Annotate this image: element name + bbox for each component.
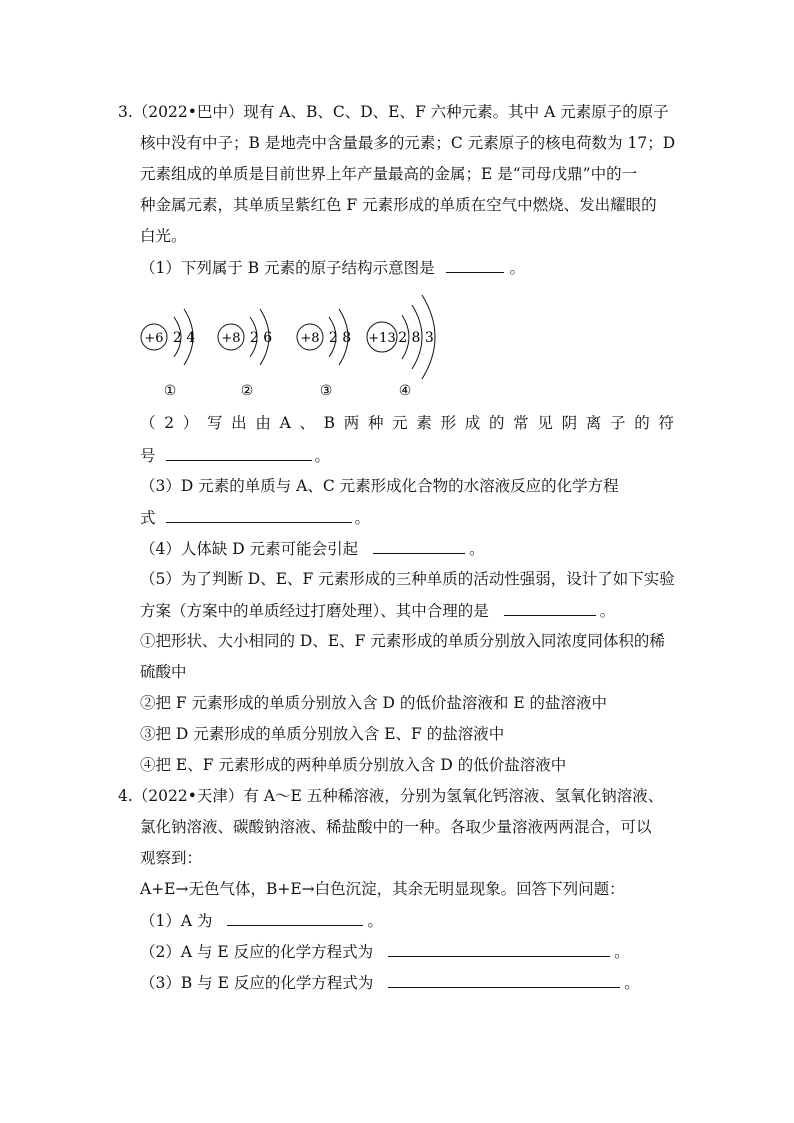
q3-part-3-line-1: （3）D 元素的单质与 A、C 元素形成化合物的水溶液反应的化学方程 [140, 477, 619, 495]
q3-part-5-end: 。 [599, 602, 616, 620]
diagram-label: ③ [319, 383, 333, 399]
diagram-3 [297, 309, 351, 399]
q3-part-5-line-2 [140, 599, 615, 622]
q4-part-3-blank[interactable] [388, 971, 620, 988]
q4-part-3-text: （3）B 与 E 反应的化学方程式为 [140, 974, 374, 992]
q4-part-3 [140, 971, 640, 994]
q3-part-2-char: 两 [343, 414, 360, 432]
q3-part-2-char: 素 [416, 414, 432, 432]
q4-part-2-end: 。 [614, 943, 630, 961]
diagram-1 [141, 309, 195, 399]
diagram-label: ② [240, 383, 254, 399]
q3-part-2-char: 由 [255, 414, 271, 432]
q4-line-3: 观察到： [140, 849, 203, 867]
q3-part-2-char: 出 [231, 414, 247, 432]
q3-part-2-char: 形 [440, 414, 457, 432]
electron-arrangement: 2 6 [249, 330, 273, 346]
q3-part-5-line-1: （5）为了判断 D、E、F 元素形成的三种单质的活动性强弱，设计了如下实验 [140, 570, 675, 588]
q3-part-2-end: 。 [314, 447, 330, 465]
q3-option-1-line-1: ①把形状、大小相同的 D、E、F 元素形成的单质分别放入同浓度同体积的稀 [140, 632, 665, 650]
q3-part-4-text: （4）人体缺 D 元素可能会引起 [140, 540, 359, 558]
q3-part-5-text: 方案（方案中的单质经过打磨处理）、其中合理的是 [140, 602, 489, 620]
q3-part-2-char: ） [182, 414, 199, 432]
electron-arrangement: 2 4 [172, 330, 196, 346]
q3-part-2-char: 阴 [561, 414, 578, 432]
nucleus-charge: +8 [221, 331, 241, 346]
q3-part-2-char: 的 [634, 414, 650, 432]
q3-part-2-char: 、 [299, 414, 315, 432]
q3-part-2-char: 元 [392, 414, 408, 432]
q3-part-3-text: 式 [140, 509, 156, 527]
q3-part-2-text: 号 [140, 447, 156, 465]
q3-line-5: 白光。 [140, 227, 187, 245]
atomic-structure-diagrams [0, 285, 794, 405]
q3-part-5-blank[interactable] [504, 599, 596, 616]
q3-line-1: 3.（2022•巴中）现有 A、B、C、D、E、F 六种元素。其中 A 元素原子的原子 [118, 103, 669, 121]
diagram-label: ④ [398, 383, 412, 399]
q3-part-2-char: （ [140, 414, 156, 432]
diagram-label: ① [163, 383, 177, 399]
q3-part-2-char: A [279, 414, 291, 432]
q3-part-2-char: 种 [367, 414, 384, 432]
q3-line-3: 元素组成的单质是目前世界上年产量最高的金属；E 是“司母戊鼎”中的一 [140, 165, 638, 183]
q3-part-2-char: 符 [658, 414, 674, 432]
q4-part-1-end: 。 [367, 912, 383, 930]
nucleus-charge: +8 [300, 331, 320, 346]
q3-part-2-line-2 [140, 444, 330, 467]
q3-part-1-end: 。 [509, 259, 526, 277]
q4-part-2-blank[interactable] [388, 940, 610, 957]
diagram-4 [367, 295, 435, 399]
q3-part-4-end: 。 [469, 540, 485, 558]
diagram-2 [218, 309, 272, 399]
q4-part-1-text: （1）A 为 [140, 912, 213, 930]
q3-part-2-char: B [323, 414, 336, 432]
q3-line-2: 核中没有中子；B 是地壳中含量最多的元素；C 元素原子的核电荷数为 17；D [140, 134, 676, 152]
q3-part-2-char: 常 [513, 414, 529, 432]
q4-line-4: A+E→无色气体，B+E→白色沉淀，其余无明显现象。回答下列问题： [140, 880, 625, 898]
q3-option-1-line-2: 硫酸中 [140, 663, 187, 681]
q3-option-2: ②把 F 元素形成的单质分别放入含 D 的低价盐溶液和 E 的盐溶液中 [140, 694, 608, 712]
q3-option-3: ③把 D 元素形成的单质分别放入含 E、F 的盐溶液中 [140, 725, 505, 743]
q4-line-2: 氯化钠溶液、碳酸钠溶液、稀盐酸中的一种。各取少量溶液两两混合，可以 [140, 818, 652, 836]
q4-part-3-end: 。 [624, 974, 640, 992]
nucleus-charge: +13 [368, 331, 396, 346]
q4-part-2-text: （2）A 与 E 反应的化学方程式为 [140, 943, 374, 961]
q3-part-4 [140, 537, 485, 560]
q3-part-2-char: 写 [206, 414, 223, 432]
q3-part-2-blank[interactable] [166, 444, 312, 461]
nucleus-charge: +6 [144, 331, 164, 346]
q3-part-2-char: 见 [537, 414, 553, 432]
q3-part-4-blank[interactable] [373, 537, 465, 554]
electron-arrangement: 2 8 [328, 330, 352, 346]
q3-part-2-char: 成 [464, 414, 481, 432]
q3-part-3-blank[interactable] [166, 506, 352, 523]
q3-part-2-char: 离 [585, 414, 602, 432]
q3-line-4: 种金属元素，其单质呈紫红色 F 元素形成的单质在空气中燃烧、发出耀眼的 [140, 196, 657, 214]
q3-part-2-char: 2 [164, 414, 175, 432]
q4-part-1-blank[interactable] [227, 909, 363, 926]
q3-part-1-text: （1）下列属于 B 元素的原子结构示意图是 [140, 259, 435, 277]
q3-part-2-char: 子 [609, 414, 626, 432]
q3-part-2-char: 的 [488, 414, 505, 432]
q4-line-1: 4.（2022•天津）有 A～E 五种稀溶液，分别为氢氧化钙溶液、氢氧化钠溶液、 [118, 787, 664, 805]
q3-part-1-blank[interactable] [446, 256, 504, 273]
q3-part-3-line-2 [140, 506, 370, 529]
q3-part-2-line-1 [140, 412, 674, 434]
q4-part-1 [140, 909, 383, 932]
q3-part-1 [140, 256, 525, 279]
electron-arrangement: 2 8 3 [398, 330, 434, 346]
q3-option-4: ④把 E、F 元素形成的两种单质分别放入含 D 的低价盐溶液中 [140, 756, 567, 774]
q4-part-2 [140, 940, 630, 963]
q3-part-3-end: 。 [354, 509, 370, 527]
